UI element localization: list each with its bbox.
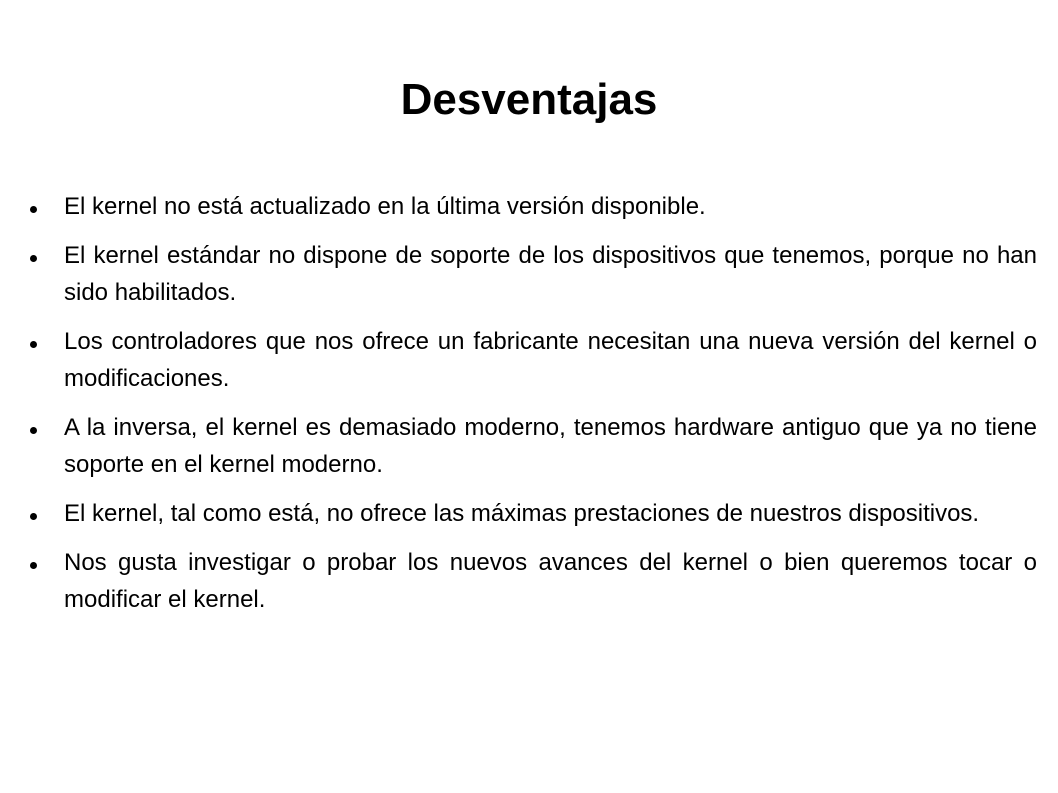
bullet-text: Nos gusta investigar o probar los nuevos avances del kernel o bien queremos tocar o modificar el kernel. <box>64 549 1037 613</box>
slide-title: Desventajas <box>400 75 658 124</box>
bullet-dot-icon <box>30 427 37 434</box>
bullet-dot-icon <box>30 562 37 569</box>
bullet-text: A la inversa, el kernel es demasiado moderno, tenemos hardware antiguo que ya no tiene soporte en el kernel moderno. <box>64 414 1037 478</box>
bullet-text: El kernel, tal como está, no ofrece las máximas prestaciones de nuestros dispositivos. <box>64 500 980 527</box>
bullet-text: Los controladores que nos ofrece un fabricante necesitan una nueva versión del kernel o modificaciones. <box>64 328 1037 392</box>
bullet-text: El kernel estándar no dispone de soporte de los dispositivos que tenemos, porque no han sido habilitados. <box>64 242 1037 306</box>
bullet-dot-icon <box>30 341 37 348</box>
bullet-dot-icon <box>30 206 37 213</box>
bullet-text: El kernel no está actualizado en la última versión disponible. <box>64 193 706 220</box>
bullet-item <box>30 544 1037 618</box>
bullet-item <box>30 409 1037 483</box>
bullet-dot-icon <box>30 513 37 520</box>
bullet-list <box>30 188 1037 630</box>
bullet-item <box>30 237 1037 311</box>
bullet-item <box>30 188 1037 225</box>
bullet-item <box>30 323 1037 397</box>
bullet-item <box>30 495 1037 532</box>
bullet-dot-icon <box>30 255 37 262</box>
